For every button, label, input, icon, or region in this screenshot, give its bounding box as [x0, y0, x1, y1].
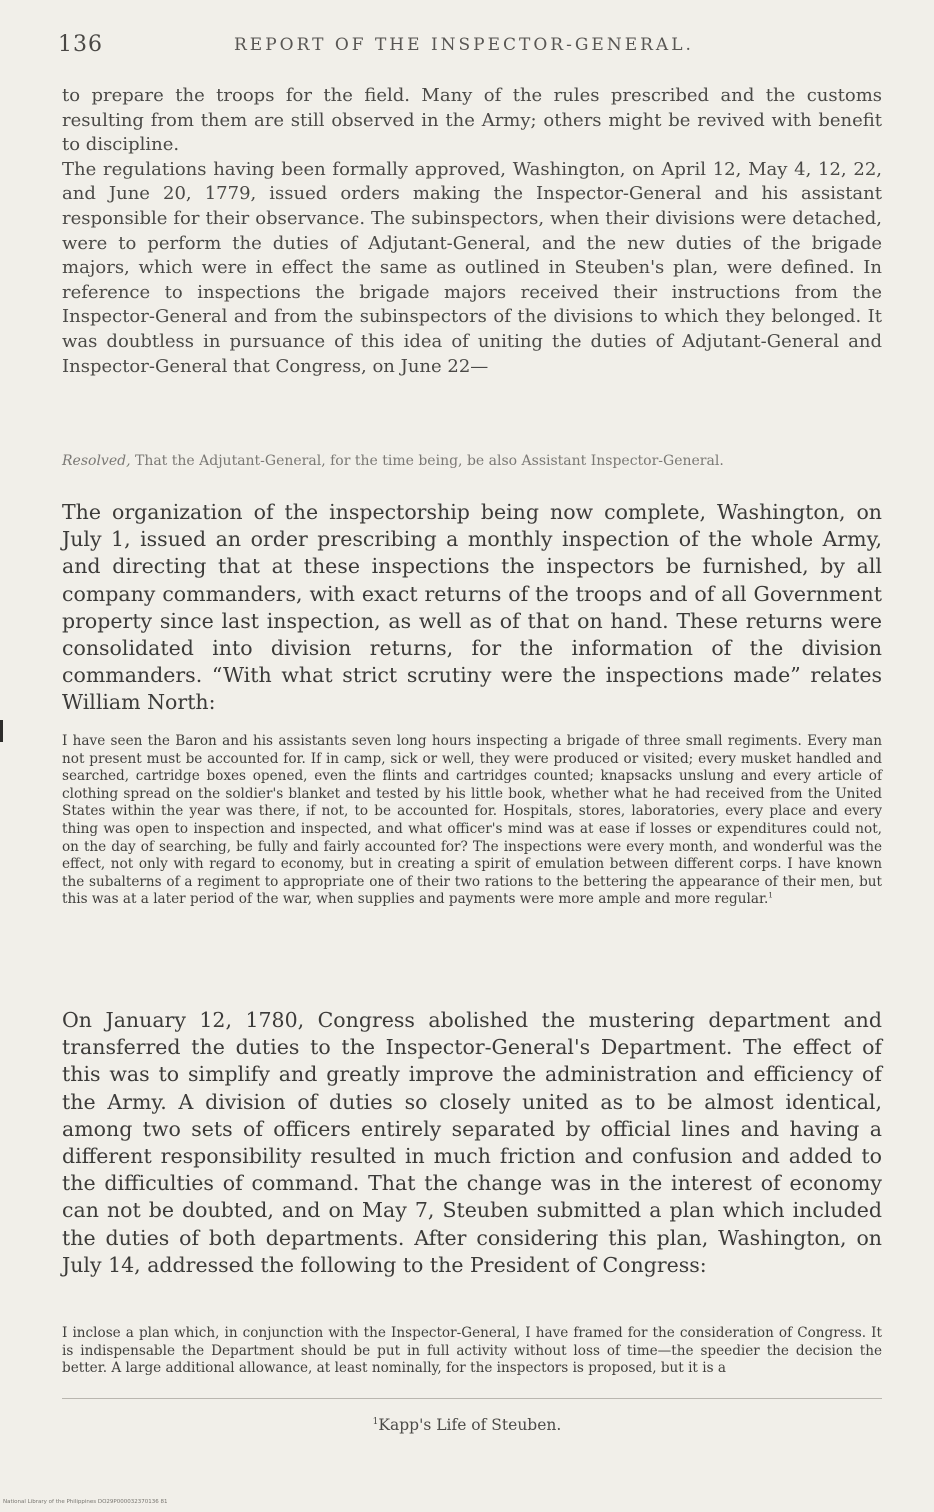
scan-edge-mark [0, 720, 3, 742]
running-head: REPORT OF THE INSPECTOR-GENERAL. [234, 35, 694, 55]
resolved-label: Resolved, [62, 453, 131, 469]
north-quote-block [62, 733, 882, 909]
library-imprint: National Library of the Philippines DO29P000032370136 81 [3, 1499, 168, 1505]
washington-quote-block [62, 1325, 882, 1378]
footnote-rule [62, 1398, 882, 1399]
paragraph-3: The organization of the inspectorship being now complete, Washington, on July 1, issued an order prescribing a monthly inspection of the whole Army, and directing that at these inspections the inspectors be furnished, by all company commanders, with exact returns of the troops and of all Government property since last inspection, as well as of that on hand. These returns were consolidated into division returns, for the information of the division commanders. “With what strict scrutiny were the inspections made” relates William North: [62, 500, 882, 715]
paragraph-1: to prepare the troops for the field. Many of the rules prescribed and the customs resulting from them are still observed in the Army; others might be revived with benefit to discipline. [62, 85, 882, 156]
resolution-text [62, 452, 882, 471]
footnote-ref: 1 [768, 890, 774, 900]
resolution-block [62, 452, 882, 471]
north-quote [62, 733, 882, 909]
resolved-body: That the Adjutant-General, for the time being, be also Assistant Inspector-General. [130, 453, 724, 469]
footnote-text: Kapp's Life of Steuben. [378, 1416, 562, 1434]
washington-quote: I inclose a plan which, in conjunction with the Inspector-General, I have framed for the consideration of Congress. It is indispensable the Department should be put in full activity without loss of time—the speedier the decision the better. A large additional allowance, at least nominally, for the inspectors is proposed, but it is a [62, 1325, 882, 1377]
page-number: 136 [58, 32, 103, 57]
north-quote-text: I have seen the Baron and his assistants seven long hours inspecting a brigade of three small regiments. Every man not present must be accounted for. If in camp, sick or well, they were produced or visited; every musket handled and searched, cartridge boxes opened, even the flints and cartridges counted; knapsacks unslung and every article of clothing spread on the soldier's blanket and tested by his little book, whether what he had received from the United States within the year was there, if not, to be accounted for. Hospitals, stores, laboratories, every place and every thing was open to inspection and inspected, and what officer's mind was at ease if losses or expenditures could not, on the day of searching, be fully and fairly accounted for? The inspections were every month, and wonderful was the effect, not only with regard to economy, but in creating a spirit of emulation between different corps. I have known the subalterns of a regiment to appropriate one of their two rations to the bettering the appearance of their men, but this was at a later period of the war, when supplies and payments were more ample and more regular. [62, 733, 882, 908]
page-header [58, 30, 874, 60]
footnote-marker: 1 [372, 1416, 379, 1427]
footnote [0, 1416, 934, 1434]
paragraph-2: The regulations having been formally approved, Washington, on April 12, May 4, 12, 22, and June 20, 1779, issued orders making the Inspector-General and his assistant responsible for their observance. The subinspectors, when their divisions were detached, were to perform the duties of Adjutant-General, and the new duties of the brigade majors, which were in effect the same as outlined in Steuben's plan, were defined. In reference to inspections the brigade majors received their instructions from the Inspector-General and from the subinspectors of the divisions to which they belonged. It was doubtless in pursuance of this idea of uniting the duties of Adjutant-General and Inspector-General that Congress, on June 22— [62, 158, 882, 377]
body-text-lower [62, 1007, 882, 1279]
body-text-top [62, 84, 882, 379]
body-text-middle [62, 499, 882, 717]
paragraph-4: On January 12, 1780, Congress abolished the mustering department and transferred the duties to the Inspector-General's Department. The effect of this was to simplify and greatly improve the administration and efficiency of the Army. A division of duties so closely united as to be almost identical, among two sets of officers entirely separated by official lines and having a different responsibility resulted in much friction and confusion and added to the difficulties of command. That the change was in the interest of economy can not be doubted, and on May 7, Steuben submitted a plan which included the duties of both departments. After considering this plan, Washington, on July 14, addressed the following to the President of Congress: [62, 1008, 882, 1277]
